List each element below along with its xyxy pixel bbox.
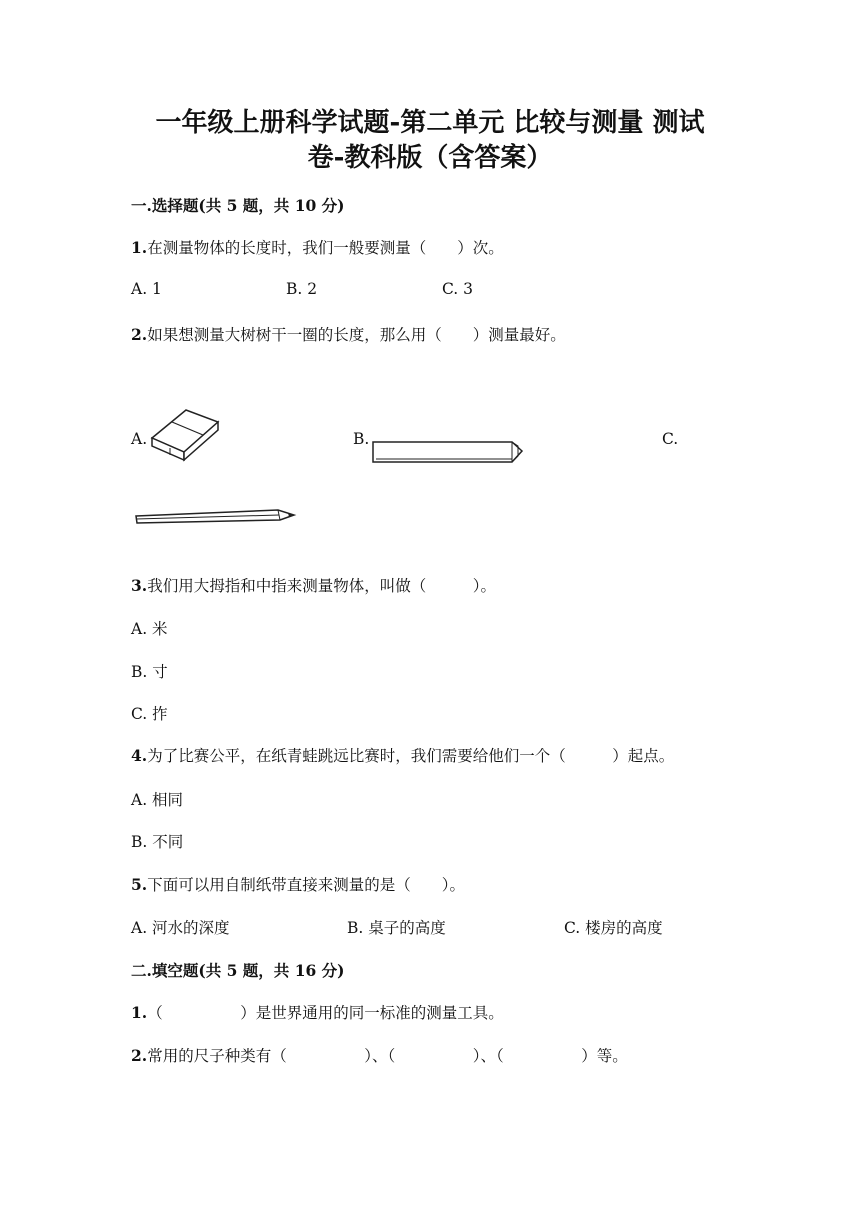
eraser-icon (148, 404, 220, 462)
q2-option-b[interactable]: B. (353, 430, 370, 448)
question-1: 1.在测量物体的长度时，我们一般要测量（ ）次。 (131, 238, 504, 257)
q1-option-a[interactable]: A. 1 (131, 280, 162, 298)
question-4: 4.为了比赛公平，在纸青蛙跳远比赛时，我们需要给他们一个（ ）起点。 (131, 746, 675, 765)
q2-option-a[interactable]: A. (131, 430, 148, 448)
pencil-icon (134, 507, 296, 525)
fill-question-1: 1.（ ）是世界通用的同一标准的测量工具。 (131, 1003, 504, 1022)
q3-option-a[interactable]: A. 米 (131, 620, 168, 638)
q5-option-c[interactable]: C. 楼房的高度 (564, 919, 663, 937)
q4-option-a[interactable]: A. 相同 (131, 791, 184, 809)
section-heading-choice: 一.选择题(共 5 题，共 10 分) (131, 196, 345, 215)
q1-option-c[interactable]: C. 3 (442, 280, 474, 298)
q5-option-a[interactable]: A. 河水的深度 (131, 919, 230, 937)
q1-option-b[interactable]: B. 2 (286, 280, 318, 298)
question-5: 5.下面可以用自制纸带直接来测量的是（ ）。 (131, 875, 465, 894)
question-2: 2.如果想测量大树树干一圈的长度，那么用（ ）测量最好。 (131, 325, 566, 344)
q3-option-b[interactable]: B. 寸 (131, 663, 168, 681)
q5-option-b[interactable]: B. 桌子的高度 (347, 919, 446, 937)
q2-option-c[interactable]: C. (662, 430, 679, 448)
ruler-icon (372, 440, 526, 464)
question-3: 3.我们用大拇指和中指来测量物体，叫做（ ）。 (131, 576, 496, 595)
q4-option-b[interactable]: B. 不同 (131, 833, 184, 851)
fill-question-2: 2.常用的尺子种类有（ ）、（ ）、（ ）等。 (131, 1046, 628, 1065)
page-title-line-2: 卷-教科版（含答案） (307, 143, 553, 173)
section-heading-fill: 二.填空题(共 5 题，共 16 分) (131, 961, 345, 980)
page-title-line-1: 一年级上册科学试题-第二单元 比较与测量 测试 (155, 108, 705, 138)
q3-option-c[interactable]: C. 拃 (131, 705, 168, 723)
